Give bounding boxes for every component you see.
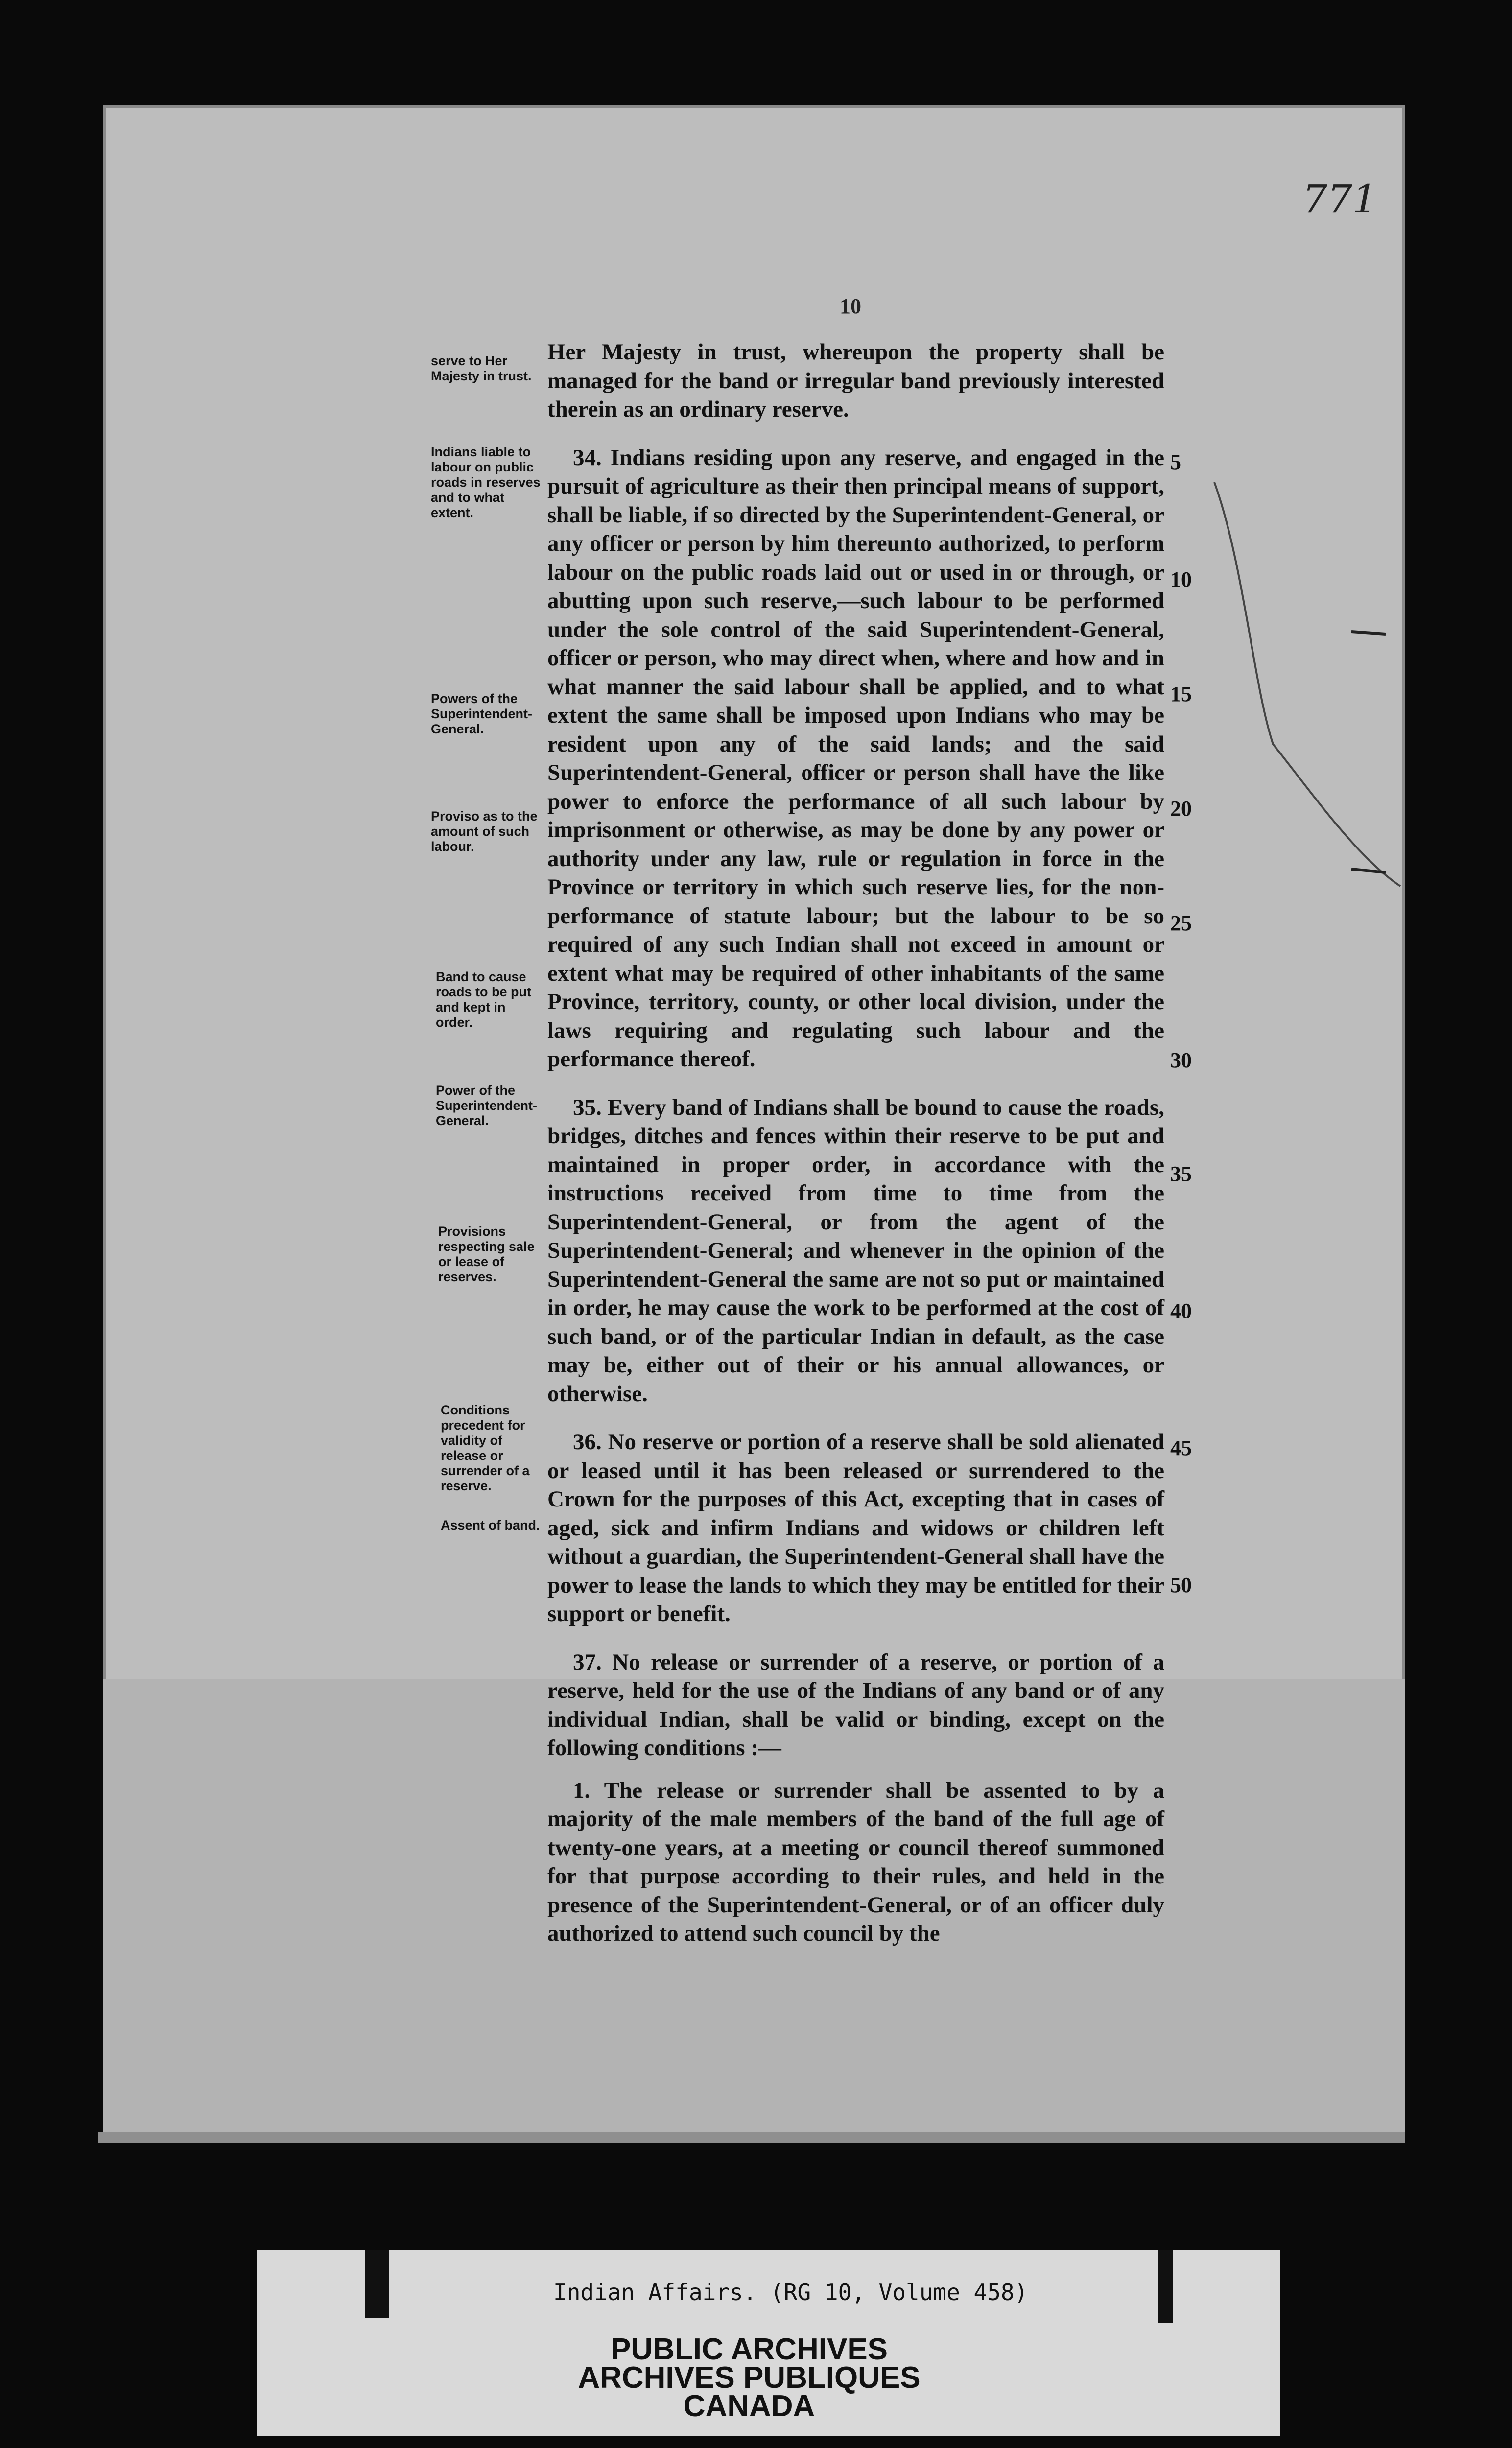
line-number: 20 (1170, 797, 1192, 821)
label-tab (1158, 2250, 1173, 2323)
archive-line: PUBLIC ARCHIVES (610, 2332, 888, 2366)
paragraph: Her Majesty in trust, whereupon the property shall be managed for the band or irregular band previously interested therein as an ordinary reserve. (547, 339, 1164, 422)
line-number: 15 (1170, 682, 1192, 706)
margin-note: Indians liable to labour on public roads in reserves and to what extent. (431, 445, 541, 520)
page-number: 10 (840, 294, 861, 318)
paragraph: 35. Every band of Indians shall be bound to cause the roads, bridges, ditches and fences within their reserve to be put and maintained in proper order, in accordance with the instructions received from time to time from the Superintendent-General, or from the agent of the Superintendent-General; and whenever in the opinion of the Superintendent-General the same are not so put or maintained in order, he may cause the work to be performed at the cost of such band, or of the particular Indian in default, as the case may be, either out of their or his annual allowances, or otherwise. (547, 1094, 1164, 1407)
page-edge (98, 2132, 1405, 2143)
line-number: 5 (1170, 450, 1181, 474)
line-number: 50 (1170, 1573, 1192, 1597)
paragraph: 34. Indians residing upon any reserve, and engaged in the pursuit of agriculture as their then principal means of support, shall be liable, if so directed by the Superintendent-General, or any officer or person by him thereunto authorized, to perform labour on the public roads laid out or used in or through, or abutting upon such reserve,—such labour to be performed under the sole control of the said Superintendent-General, officer or person, who may direct when, where and how and in what manner the said labour shall be applied, and to what extent the same shall be imposed upon Indians who may be resident upon any of the said lands; and the said Superintendent-General, officer or person shall have the like power to enforce the performance of all such labour by imprisonment or otherwise, as may be done by any power or authority under any law, rule or regulation in force in the Province or territory in which such reserve lies, for the non-performance of statute labour; but the labour to be so required of any such Indian shall not exceed in amount or extent what may be required of other inhabitants of the same Province, territory, county, or other local division, under the laws requiring and regulating such labour and the performance thereof. (547, 445, 1164, 1072)
paragraph: 37. No release or surrender of a reserve, or portion of a reserve, held for the use of the Indians of any band or of any individual Indian, shall be valid or binding, except on the following conditions :— (547, 1649, 1164, 1761)
margin-note: Assent of band. (441, 1518, 540, 1532)
margin-note: Band to cause roads to be put and kept in order. (436, 969, 531, 1030)
line-number: 25 (1170, 911, 1192, 935)
line-number: 10 (1170, 567, 1192, 591)
archive-name (539, 2332, 960, 2423)
margin-note: Power of the Superintendent-General. (436, 1083, 537, 1128)
statute-body (547, 338, 1164, 1948)
line-number: 30 (1170, 1048, 1192, 1072)
margin-note: serve to Her Majesty in trust. (431, 353, 532, 383)
line-number: 40 (1170, 1299, 1192, 1323)
line-number: 35 (1170, 1162, 1192, 1186)
margin-note: Proviso as to the amount of such labour. (431, 809, 538, 854)
paragraph: 36. No reserve or portion of a reserve shall be sold alienated or leased until it has been released or surrendered to the Crown for the purposes of this Act, excepting that in cases of aged, sick and infirm Indians and widows or children left without a guardian, the Superintendent-General shall have the power to lease the lands to which they may be entitled for their support or benefit. (547, 1429, 1164, 1626)
margin-note: Conditions precedent for validity of release or surrender of a reserve. (441, 1403, 530, 1493)
handwritten-folio: 771 (1302, 176, 1377, 222)
archive-line: CANADA (683, 2389, 815, 2423)
archive-reference: Indian Affairs. (RG 10, Volume 458) (553, 2279, 1028, 2306)
line-number: 45 (1170, 1436, 1192, 1460)
label-tab (365, 2250, 389, 2318)
margin-note: Provisions respecting sale or lease of reserves. (438, 1224, 535, 1284)
margin-note: Powers of the Superintendent-General. (431, 691, 532, 736)
archive-line: ARCHIVES PUBLIQUES (578, 2361, 921, 2395)
paragraph: 1. The release or surrender shall be assented to by a majority of the male members of the band of the full age of twenty-one years, at a meeting or council thereof summoned for that purpose according to their rules, and held in the presence of the Superintendent-General, or of an officer duly authorized to attend such council by the (547, 1777, 1164, 1946)
